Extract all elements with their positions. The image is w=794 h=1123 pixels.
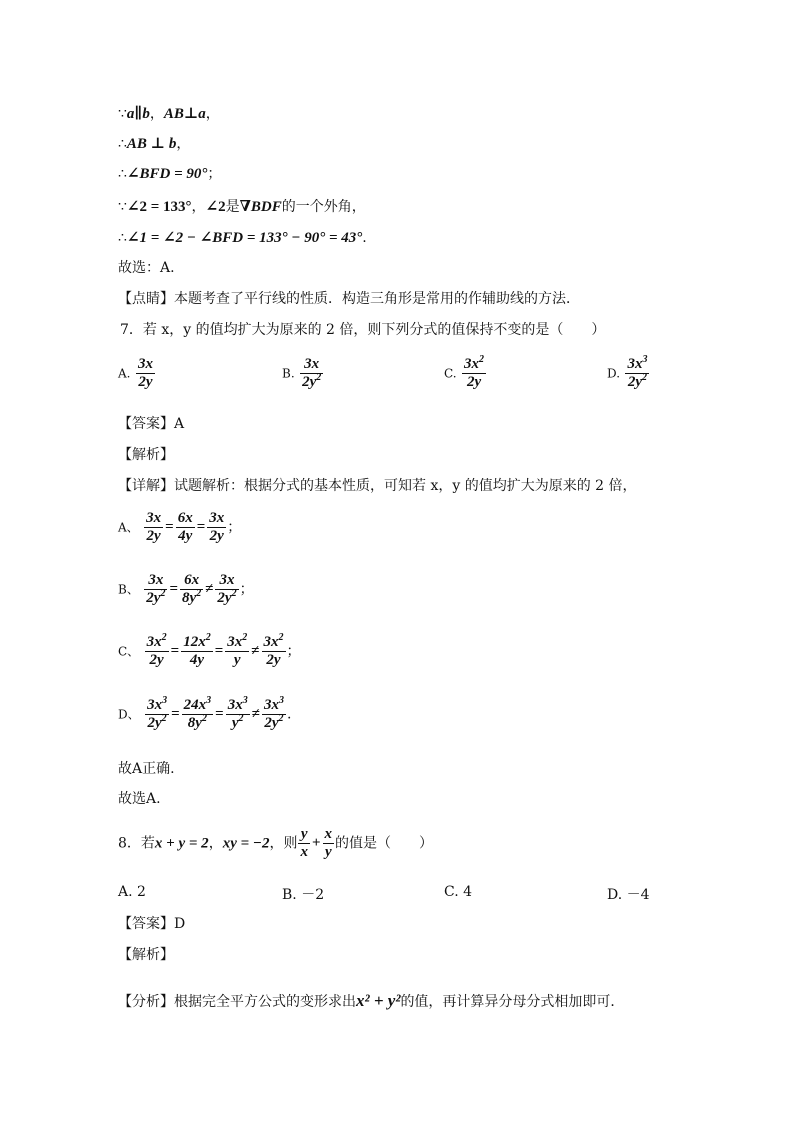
step-label: B、: [118, 582, 139, 597]
q7-option-c: [444, 356, 487, 391]
q7-step-d: D、 $\frac{3x^3}{2y^2}$ = $\frac{24x^3}{8y^2}$ = $\frac{3x^3}{y^2}$ ≠ $\frac{3x^3}{2y^2}$ .: [118, 695, 292, 731]
option-value: 2: [137, 884, 146, 900]
q7-detail: [118, 476, 637, 496]
q8-option-d: [607, 884, 650, 904]
math-expression: x² + y²: [356, 991, 401, 1010]
q7-correct: 故A正确.: [118, 761, 175, 777]
math-ab: AB: [163, 106, 184, 122]
fraction: $\frac{3x}{2y}$: [137, 356, 153, 390]
q8-option-c: [444, 884, 472, 900]
comma: ，: [191, 199, 206, 215]
q7-option-a: [118, 356, 156, 391]
analysis-text: 的值，再计算异分母分式相加即可．: [400, 994, 625, 1010]
q7-step-a: A、 $\frac{3x}{2y}$ = $\frac{6x}{4y}$ = $\frac{3x}{2y}$ ；: [118, 510, 242, 544]
comma: ，: [149, 106, 164, 122]
proof-line-1: [118, 104, 220, 124]
answer-tag: 【答案】: [118, 416, 174, 432]
answer-tag: 【答案】: [118, 916, 174, 932]
answer-value: D: [174, 916, 186, 932]
q8-analysis: [118, 991, 624, 1012]
q8-answer: [118, 914, 185, 934]
option-label: B.: [282, 366, 295, 381]
math-b: b: [142, 106, 150, 122]
math-angle: ∠2: [205, 199, 226, 215]
option-label: D.: [607, 366, 621, 381]
fraction: $\frac{y}{x}$: [300, 826, 308, 860]
q7-choose: 故选A.: [118, 791, 161, 807]
math-triangle: ∇BDF: [239, 199, 282, 215]
parallel-symbol: ∥: [134, 106, 143, 122]
analysis-tag: 【分析】: [118, 994, 174, 1010]
fraction: $\frac{3x^2}{2y}$: [464, 354, 485, 390]
period: .: [362, 230, 367, 246]
dianjing-text: 本题考查了平行线的性质．构造三角形是常用的作辅助线的方法．: [174, 291, 580, 307]
q7-step-c: C、 $\frac{3x^2}{2y}$ = $\frac{12x^2}{4y}$ = $\frac{3x^2}{y}$ ≠ $\frac{3x^2}{2y}$ ；: [118, 632, 301, 668]
math-a: a: [198, 106, 206, 122]
comma: ，: [208, 835, 223, 852]
period: .: [286, 706, 292, 723]
math-expression: ∠1 = ∠2 − ∠BFD = 133° − 90° = 43°: [126, 230, 363, 246]
semicolon: ；: [286, 643, 301, 660]
stem-text: ，则: [269, 835, 298, 852]
semicolon: ；: [239, 581, 254, 598]
therefore-symbol: ∴: [118, 230, 127, 246]
because-symbol: ∵: [118, 199, 127, 215]
proof-line-4: [118, 197, 366, 217]
math-expression: AB ⊥ b: [126, 136, 177, 152]
stem-text: 的值是（ ）: [335, 835, 434, 852]
dianjing-tag: 【点睛】: [118, 291, 174, 307]
perp-symbol: ⊥: [183, 106, 199, 122]
option-label: B.: [282, 887, 297, 903]
q7-step-b: B、 $\frac{3x}{2y^2}$ = $\frac{6x}{8y^2}$ ≠ $\frac{3x}{2y^2}$ ；: [118, 572, 254, 606]
therefore-symbol: ∴: [118, 136, 127, 152]
comma: ，: [205, 106, 220, 122]
q8-option-b: [282, 884, 324, 904]
comma: ，: [176, 136, 191, 152]
semicolon: ；: [227, 519, 242, 536]
detail-text: 试题解析：根据分式的基本性质，可知若 x，y 的值均扩大为原来的 2 倍，: [174, 478, 637, 494]
question-7-stem: 7．若 x，y 的值均扩大为原来的 2 倍，则下列分式的值保持不变的是（ ）: [120, 322, 606, 338]
q8-jiexi-tag: 【解析】: [118, 947, 174, 963]
option-value: －2: [301, 887, 325, 903]
text: 的一个外角，: [281, 199, 366, 215]
step-label: D、: [118, 707, 140, 722]
answer-value: A: [174, 416, 185, 432]
analysis-text: 根据完全平方公式的变形求出: [174, 994, 356, 1010]
option-label: C.: [444, 366, 457, 381]
q7-answer: [118, 414, 184, 434]
option-label: C.: [444, 884, 459, 900]
math-a: a: [126, 106, 135, 122]
math-expression: ∠BFD = 90°: [126, 166, 208, 182]
math-condition: xy = −2: [222, 835, 270, 852]
because-symbol: ∵: [118, 106, 127, 122]
semicolon: ；: [207, 166, 222, 182]
option-value: 4: [463, 884, 473, 900]
step-label: C、: [118, 644, 140, 659]
fraction: $\frac{3x^3}{2y^2}$: [627, 354, 648, 390]
stem-text: 8．若: [118, 835, 155, 852]
choose-line: 故选：A.: [118, 260, 175, 276]
option-value: －4: [626, 887, 650, 903]
q7-jiexi-tag: 【解析】: [118, 447, 174, 463]
q8-option-a: [118, 884, 146, 900]
math-expression: ∠2 = 133°: [126, 199, 192, 215]
question-8-stem: [118, 826, 433, 861]
math-condition: x + y = 2: [154, 835, 209, 852]
proof-line-2: [118, 134, 190, 154]
proof-line-5: [118, 228, 367, 248]
option-label: D.: [607, 887, 623, 903]
option-label: A.: [118, 884, 133, 900]
fraction: $\frac{x}{y}$: [324, 826, 333, 860]
text: 是: [225, 199, 240, 215]
therefore-symbol: ∴: [118, 166, 127, 182]
option-label: A.: [118, 366, 131, 381]
dianjing-line: [118, 289, 580, 309]
detail-tag: 【详解】: [118, 478, 174, 494]
step-label: A、: [118, 520, 139, 535]
fraction: $\frac{3x}{2y^2}$: [302, 356, 322, 390]
proof-line-3: [118, 164, 221, 184]
q7-option-b: [282, 356, 324, 391]
q7-option-d: [607, 356, 650, 391]
plus-sign: +: [311, 835, 321, 851]
